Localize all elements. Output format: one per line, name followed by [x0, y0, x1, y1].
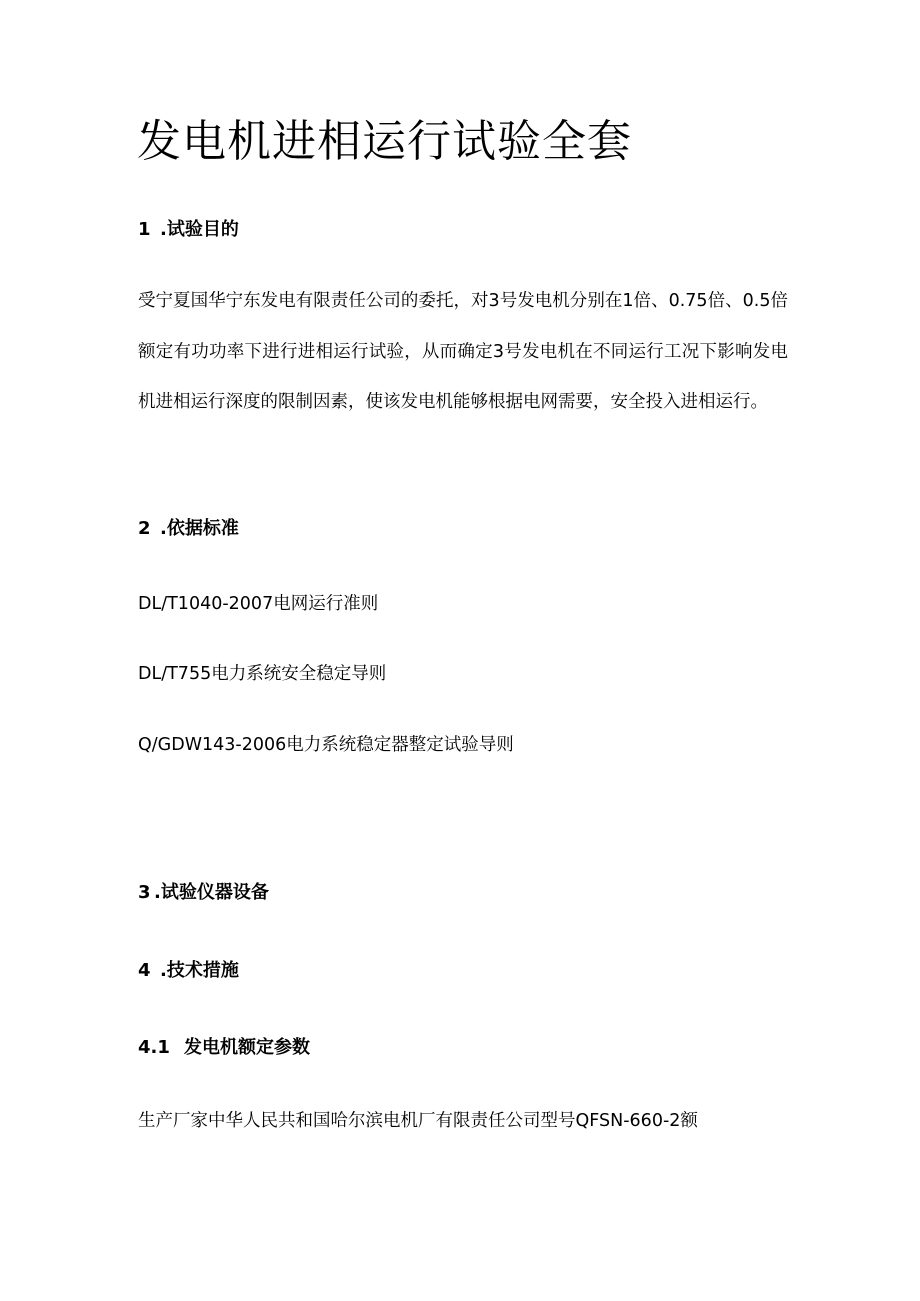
subsection-number: 4.1	[138, 1037, 170, 1058]
standard-item: DL/T1040-2007电网运行准则	[138, 594, 379, 614]
section-label: .依据标准	[160, 518, 239, 539]
subsection-heading-rated-params	[138, 1035, 310, 1061]
section-heading-standards	[138, 516, 239, 542]
section-label: .试验目的	[160, 219, 239, 240]
section-number: 3	[138, 882, 151, 903]
standard-item: Q/GDW143-2006电力系统稳定器整定试验导则	[138, 735, 514, 755]
section-number: 1	[138, 219, 151, 240]
section-heading-purpose	[138, 217, 239, 243]
subsection-label: 发电机额定参数	[184, 1037, 310, 1058]
section-heading-measures	[138, 958, 239, 984]
section-label: .试验仪器设备	[154, 882, 269, 903]
section-heading-instruments	[138, 880, 269, 906]
section-label: .技术措施	[160, 960, 239, 981]
standard-item: DL/T755电力系统安全稳定导则	[138, 664, 387, 684]
document-title: 发电机进相运行试验全套	[137, 116, 632, 167]
params-paragraph: 生产厂家中华人民共和国哈尔滨电机厂有限责任公司型号QFSN-660-2额	[138, 1111, 698, 1131]
section-number: 2	[138, 518, 151, 539]
section-number: 4	[138, 960, 151, 981]
purpose-paragraph: 受宁夏国华宁东发电有限责任公司的委托，对3号发电机分别在1倍、0.75倍、0.5倍额定有功功率下进行进相运行试验，从而确定3号发电机在不同运行工况下影响发电机进相运行深度的限制因素，使该发电机能够根据电网需要，安全投入进相运行。	[138, 291, 788, 412]
